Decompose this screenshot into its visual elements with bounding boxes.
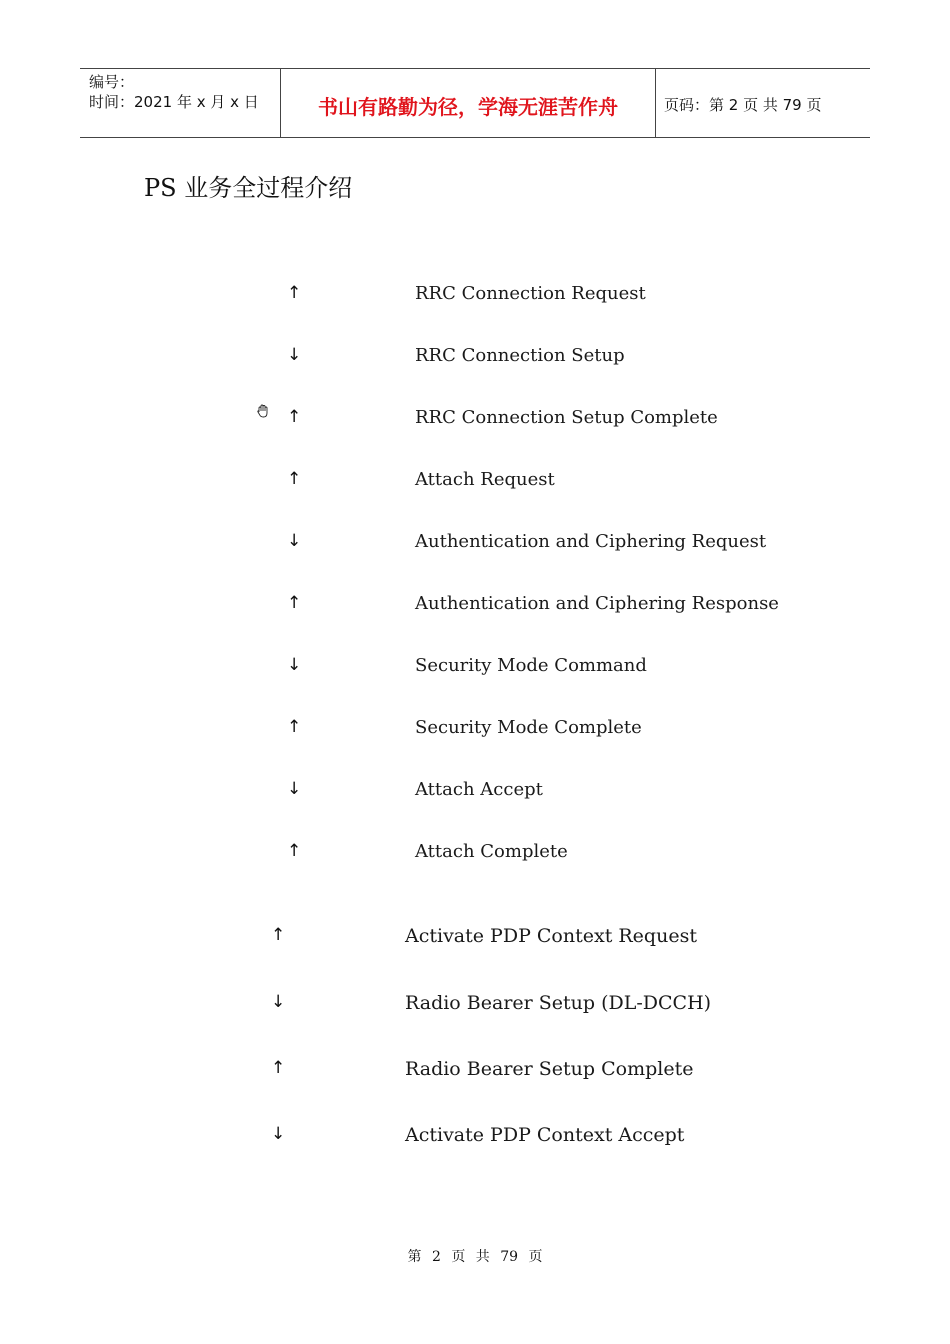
message-label: Activate PDP Context Request <box>405 925 697 947</box>
message-row <box>0 467 950 497</box>
document-number: 编号： <box>89 73 135 91</box>
message-label: RRC Connection Setup <box>415 345 625 366</box>
message-row <box>0 923 950 953</box>
hand-cursor-icon <box>255 403 271 419</box>
message-row <box>0 343 950 373</box>
page-header <box>80 68 870 138</box>
message-row <box>0 990 950 1020</box>
header-right-cell <box>655 69 870 137</box>
message-label: Attach Accept <box>415 779 543 800</box>
footer-page-number: 2 <box>431 1249 441 1265</box>
header-left-cell <box>80 69 280 137</box>
footer-di: 第 <box>407 1249 422 1265</box>
page-footer <box>0 1246 950 1266</box>
page-title: PS 业务全过程介绍 <box>144 174 353 202</box>
message-row <box>0 591 950 621</box>
direction-arrow-icon: ↑ <box>271 925 286 945</box>
direction-arrow-icon: ↑ <box>287 841 302 861</box>
message-label: Authentication and Ciphering Response <box>415 593 779 614</box>
message-row <box>0 1056 950 1086</box>
header-motto: 书山有路勤为径，学海无涯苦作舟 <box>318 95 618 119</box>
direction-arrow-icon: ↑ <box>287 283 302 303</box>
direction-arrow-icon: ↑ <box>287 469 302 489</box>
message-label: Security Mode Command <box>415 655 647 676</box>
direction-arrow-icon: ↓ <box>287 779 302 799</box>
footer-ye: 页 <box>451 1249 466 1265</box>
message-row <box>0 1122 950 1152</box>
message-row <box>0 653 950 683</box>
message-row <box>0 281 950 311</box>
message-row <box>0 777 950 807</box>
footer-total-pages: 79 <box>500 1249 519 1265</box>
message-label: Activate PDP Context Accept <box>405 1124 685 1146</box>
footer-ye-2: 页 <box>528 1249 543 1265</box>
direction-arrow-icon: ↓ <box>271 1124 286 1144</box>
direction-arrow-icon: ↓ <box>287 345 302 365</box>
message-row <box>0 405 950 435</box>
message-label: Attach Request <box>415 469 555 490</box>
message-label: Radio Bearer Setup (DL-DCCH) <box>405 992 712 1014</box>
direction-arrow-icon: ↑ <box>287 407 302 427</box>
direction-arrow-icon: ↓ <box>287 531 302 551</box>
direction-arrow-icon: ↑ <box>287 717 302 737</box>
direction-arrow-icon: ↑ <box>271 1058 286 1078</box>
header-page-info: 页码：第 2 页 共 79 页 <box>664 96 822 114</box>
message-label: RRC Connection Setup Complete <box>415 407 718 428</box>
message-label: Attach Complete <box>415 841 568 862</box>
document-date: 时间：2021 年 x 月 x 日 <box>89 93 259 111</box>
message-label: Security Mode Complete <box>415 717 642 738</box>
message-row <box>0 715 950 745</box>
direction-arrow-icon: ↓ <box>287 655 302 675</box>
message-label: Authentication and Ciphering Request <box>415 531 767 552</box>
message-row <box>0 529 950 559</box>
footer-gong: 共 <box>475 1249 490 1265</box>
message-label: RRC Connection Request <box>415 283 646 304</box>
message-label: Radio Bearer Setup Complete <box>405 1058 694 1080</box>
header-middle-cell <box>280 69 656 137</box>
direction-arrow-icon: ↓ <box>271 992 286 1012</box>
direction-arrow-icon: ↑ <box>287 593 302 613</box>
message-row <box>0 839 950 869</box>
